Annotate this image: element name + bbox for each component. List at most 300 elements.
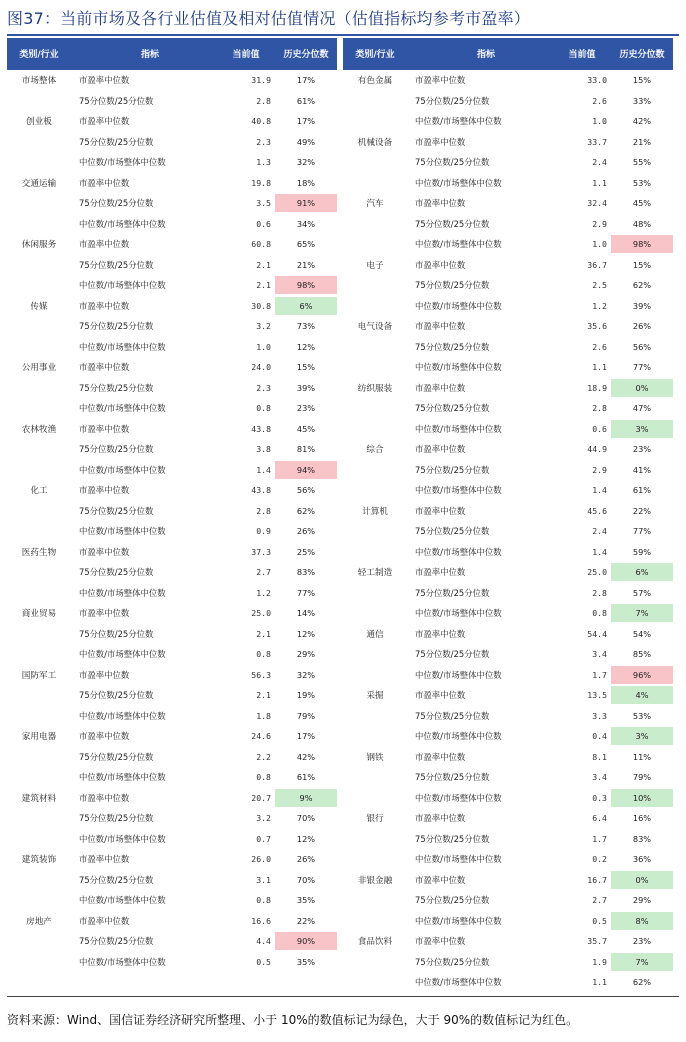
table-row	[343, 419, 673, 440]
metric-cell: 市盈率中位数	[415, 874, 466, 885]
table-row	[7, 665, 337, 686]
current-value-cell: 2.3	[256, 382, 271, 393]
current-value-cell: 0.8	[592, 608, 607, 619]
table-row	[343, 747, 673, 768]
source-note: 资料来源：Wind、国信证券经济研究所整理、小于 10%的数值标记为绿色，大于 90%的数值标记为红色。	[7, 1013, 579, 1027]
table-row	[7, 70, 337, 91]
percentile-cell: 73%	[296, 321, 316, 332]
percentile-cell: 35%	[296, 895, 316, 906]
table-row	[7, 214, 337, 235]
percentile-cell: 15%	[296, 362, 316, 373]
category-cell: 商业贸易	[21, 609, 57, 620]
metric-cell: 市盈率中位数	[79, 669, 130, 680]
metric-cell: 市盈率中位数	[415, 567, 466, 578]
current-value-cell: 45.6	[587, 505, 607, 516]
table-row	[343, 583, 673, 604]
current-value-cell: 25.0	[251, 608, 271, 619]
metric-cell: 中位数/市场整体中位数	[415, 485, 502, 496]
metric-cell: 市盈率中位数	[415, 198, 466, 209]
table-row	[343, 521, 673, 542]
current-value-cell: 2.7	[256, 567, 271, 578]
metric-cell: 中位数/市场整体中位数	[415, 177, 502, 188]
current-value-cell: 0.8	[256, 772, 271, 783]
metric-cell: 75分位数/25分位数	[79, 259, 154, 270]
current-value-cell: 0.5	[256, 956, 271, 967]
percentile-cell: 4%	[611, 686, 673, 704]
category-cell: 休闲服务	[21, 240, 57, 251]
percentile-cell: 48%	[632, 218, 652, 229]
percentile-cell: 11%	[632, 751, 652, 762]
percentile-cell: 18%	[296, 177, 316, 188]
current-value-cell: 54.4	[587, 628, 607, 639]
current-value-cell: 2.1	[256, 280, 271, 291]
metric-cell: 市盈率中位数	[415, 813, 466, 824]
metric-cell: 中位数/市场整体中位数	[415, 854, 502, 865]
footer-divider	[7, 996, 679, 997]
percentile-cell: 42%	[296, 751, 316, 762]
percentile-cell: 96%	[611, 666, 673, 684]
current-value-cell: 2.1	[256, 628, 271, 639]
category-cell: 交通运输	[21, 178, 57, 189]
metric-cell: 中位数/市场整体中位数	[79, 956, 166, 967]
metric-cell: 75分位数/25分位数	[79, 690, 154, 701]
percentile-cell: 79%	[632, 772, 652, 783]
current-value-cell: 2.9	[592, 218, 607, 229]
table-row	[343, 480, 673, 501]
table-row	[7, 583, 337, 604]
percentile-cell: 17%	[296, 75, 316, 86]
percentile-cell: 59%	[632, 546, 652, 557]
table-row	[343, 788, 673, 809]
table-row	[343, 501, 673, 522]
percentile-cell: 98%	[611, 235, 673, 253]
table-row	[7, 726, 337, 747]
percentile-cell: 19%	[296, 690, 316, 701]
percentile-cell: 39%	[632, 300, 652, 311]
percentile-cell: 29%	[296, 649, 316, 660]
percentile-cell: 0%	[611, 871, 673, 889]
percentile-cell: 23%	[632, 444, 652, 455]
percentile-cell: 29%	[632, 895, 652, 906]
percentile-cell: 62%	[632, 280, 652, 291]
metric-cell: 市盈率中位数	[79, 485, 130, 496]
metric-cell: 市盈率中位数	[79, 300, 130, 311]
metric-cell: 市盈率中位数	[415, 444, 466, 455]
table-row	[343, 542, 673, 563]
percentile-cell: 79%	[296, 710, 316, 721]
current-value-cell: 32.4	[587, 198, 607, 209]
table-row	[343, 890, 673, 911]
current-value-cell: 2.3	[256, 136, 271, 147]
metric-cell: 75分位数/25分位数	[415, 956, 490, 967]
table-header	[343, 38, 673, 70]
metric-cell: 75分位数/25分位数	[79, 505, 154, 516]
metric-cell: 75分位数/25分位数	[79, 198, 154, 209]
metric-cell: 中位数/市场整体中位数	[415, 669, 502, 680]
current-value-cell: 2.8	[592, 403, 607, 414]
table-row	[7, 234, 337, 255]
current-value-cell: 0.9	[256, 526, 271, 537]
metric-cell: 75分位数/25分位数	[415, 710, 490, 721]
table-row	[343, 952, 673, 973]
metric-cell: 市盈率中位数	[79, 423, 130, 434]
current-value-cell: 2.7	[592, 895, 607, 906]
metric-cell: 市盈率中位数	[79, 546, 130, 557]
percentile-cell: 25%	[296, 546, 316, 557]
table-row	[343, 849, 673, 870]
table-row	[7, 685, 337, 706]
header-percentile: 历史分位数	[283, 49, 329, 60]
current-value-cell: 43.8	[251, 423, 271, 434]
current-value-cell: 6.4	[592, 813, 607, 824]
metric-cell: 市盈率中位数	[415, 690, 466, 701]
metric-cell: 中位数/市场整体中位数	[79, 403, 166, 414]
header-current: 当前值	[232, 49, 260, 60]
table-row	[7, 542, 337, 563]
current-value-cell: 0.3	[592, 792, 607, 803]
metric-cell: 75分位数/25分位数	[79, 567, 154, 578]
metric-cell: 市盈率中位数	[79, 854, 130, 865]
percentile-cell: 34%	[296, 218, 316, 229]
category-cell: 通信	[366, 629, 384, 640]
table-row	[7, 91, 337, 112]
percentile-cell: 3%	[611, 727, 673, 745]
percentile-cell: 41%	[632, 464, 652, 475]
percentile-cell: 77%	[296, 587, 316, 598]
metric-cell: 75分位数/25分位数	[415, 649, 490, 660]
metric-cell: 75分位数/25分位数	[79, 321, 154, 332]
category-cell: 有色金属	[357, 76, 393, 87]
metric-cell: 市盈率中位数	[415, 136, 466, 147]
percentile-cell: 15%	[632, 75, 652, 86]
metric-cell: 市盈率中位数	[79, 362, 130, 373]
current-value-cell: 30.8	[251, 300, 271, 311]
percentile-cell: 17%	[296, 731, 316, 742]
metric-cell: 市盈率中位数	[79, 915, 130, 926]
table-row	[343, 972, 673, 993]
current-value-cell: 1.7	[592, 833, 607, 844]
metric-cell: 75分位数/25分位数	[415, 280, 490, 291]
percentile-cell: 9%	[275, 789, 337, 807]
percentile-cell: 21%	[632, 136, 652, 147]
metric-cell: 中位数/市场整体中位数	[79, 833, 166, 844]
table-row	[7, 337, 337, 358]
metric-cell: 市盈率中位数	[79, 116, 130, 127]
metric-cell: 中位数/市场整体中位数	[79, 895, 166, 906]
current-value-cell: 1.9	[592, 956, 607, 967]
right-table	[343, 38, 673, 993]
table-row	[7, 521, 337, 542]
table-row	[7, 111, 337, 132]
table-row	[7, 398, 337, 419]
percentile-cell: 12%	[296, 341, 316, 352]
percentile-cell: 14%	[296, 608, 316, 619]
metric-cell: 75分位数/25分位数	[415, 772, 490, 783]
metric-cell: 市盈率中位数	[415, 259, 466, 270]
table-row	[7, 808, 337, 829]
percentile-cell: 45%	[296, 423, 316, 434]
current-value-cell: 33.7	[587, 136, 607, 147]
percentile-cell: 98%	[275, 276, 337, 294]
left-table	[7, 38, 337, 972]
current-value-cell: 16.7	[587, 874, 607, 885]
metric-cell: 中位数/市场整体中位数	[79, 649, 166, 660]
percentile-cell: 23%	[632, 936, 652, 947]
percentile-cell: 12%	[296, 833, 316, 844]
table-row	[343, 624, 673, 645]
metric-cell: 市盈率中位数	[415, 936, 466, 947]
percentile-cell: 42%	[632, 116, 652, 127]
table-row	[7, 255, 337, 276]
metric-cell: 中位数/市场整体中位数	[415, 116, 502, 127]
metric-cell: 75分位数/25分位数	[79, 874, 154, 885]
current-value-cell: 2.1	[256, 690, 271, 701]
current-value-cell: 2.9	[592, 464, 607, 475]
table-row	[343, 767, 673, 788]
table-row	[343, 398, 673, 419]
table-row	[343, 296, 673, 317]
metric-cell: 市盈率中位数	[415, 75, 466, 86]
current-value-cell: 3.3	[592, 710, 607, 721]
table-row	[7, 911, 337, 932]
percentile-cell: 33%	[632, 95, 652, 106]
percentile-cell: 3%	[611, 420, 673, 438]
percentile-cell: 77%	[632, 526, 652, 537]
current-value-cell: 0.6	[256, 218, 271, 229]
percentile-cell: 17%	[296, 116, 316, 127]
current-value-cell: 56.3	[251, 669, 271, 680]
table-row	[7, 747, 337, 768]
current-value-cell: 3.2	[256, 813, 271, 824]
metric-cell: 市盈率中位数	[415, 628, 466, 639]
current-value-cell: 2.8	[256, 505, 271, 516]
table-row	[7, 296, 337, 317]
table-row	[343, 378, 673, 399]
current-value-cell: 0.5	[592, 915, 607, 926]
metric-cell: 75分位数/25分位数	[415, 218, 490, 229]
category-cell: 采掘	[366, 691, 384, 702]
current-value-cell: 25.0	[587, 567, 607, 578]
category-cell: 钢铁	[366, 752, 384, 763]
table-row	[7, 378, 337, 399]
current-value-cell: 16.6	[251, 915, 271, 926]
current-value-cell: 2.2	[256, 751, 271, 762]
percentile-cell: 22%	[296, 915, 316, 926]
current-value-cell: 1.3	[256, 157, 271, 168]
percentile-cell: 8%	[611, 912, 673, 930]
metric-cell: 中位数/市场整体中位数	[415, 362, 502, 373]
metric-cell: 75分位数/25分位数	[79, 444, 154, 455]
current-value-cell: 1.2	[256, 587, 271, 598]
metric-cell: 中位数/市场整体中位数	[415, 608, 502, 619]
table-row	[343, 91, 673, 112]
category-cell: 建筑装饰	[21, 855, 57, 866]
category-cell: 市场整体	[21, 76, 57, 87]
metric-cell: 75分位数/25分位数	[79, 813, 154, 824]
header-current: 当前值	[568, 49, 596, 60]
percentile-cell: 56%	[632, 341, 652, 352]
table-row	[7, 419, 337, 440]
table-row	[7, 644, 337, 665]
table-row	[7, 193, 337, 214]
category-cell: 食品饮料	[357, 937, 393, 948]
table-row	[7, 316, 337, 337]
category-cell: 医药生物	[21, 547, 57, 558]
current-value-cell: 36.7	[587, 259, 607, 270]
metric-cell: 中位数/市场整体中位数	[79, 772, 166, 783]
current-value-cell: 3.5	[256, 198, 271, 209]
metric-cell: 75分位数/25分位数	[415, 895, 490, 906]
metric-cell: 75分位数/25分位数	[415, 157, 490, 168]
percentile-cell: 61%	[296, 772, 316, 783]
category-cell: 非银金融	[357, 875, 393, 886]
current-value-cell: 2.6	[592, 95, 607, 106]
percentile-cell: 91%	[275, 194, 337, 212]
page-title: 图37：当前市场及各行业估值及相对估值情况（估值指标均参考市盈率）	[7, 9, 530, 28]
category-cell: 银行	[366, 814, 384, 825]
header-metric: 指标	[140, 49, 159, 60]
metric-cell: 中位数/市场整体中位数	[415, 977, 502, 988]
table-row	[343, 644, 673, 665]
table-row	[343, 173, 673, 194]
category-cell: 公用事业	[21, 363, 57, 374]
percentile-cell: 7%	[611, 604, 673, 622]
percentile-cell: 35%	[296, 956, 316, 967]
current-value-cell: 2.5	[592, 280, 607, 291]
current-value-cell: 1.7	[592, 669, 607, 680]
percentile-cell: 61%	[632, 485, 652, 496]
metric-cell: 市盈率中位数	[79, 177, 130, 188]
table-row	[343, 111, 673, 132]
table-row	[7, 173, 337, 194]
metric-cell: 75分位数/25分位数	[415, 587, 490, 598]
table-row	[343, 685, 673, 706]
current-value-cell: 3.1	[256, 874, 271, 885]
table-row	[343, 562, 673, 583]
current-value-cell: 24.6	[251, 731, 271, 742]
table-row	[7, 357, 337, 378]
percentile-cell: 36%	[632, 854, 652, 865]
table-row	[7, 952, 337, 973]
left-table-body	[7, 70, 337, 972]
metric-cell: 市盈率中位数	[415, 321, 466, 332]
percentile-cell: 53%	[632, 710, 652, 721]
table-row	[7, 439, 337, 460]
percentile-cell: 22%	[632, 505, 652, 516]
current-value-cell: 19.8	[251, 177, 271, 188]
category-cell: 机械设备	[357, 137, 393, 148]
metric-cell: 市盈率中位数	[79, 792, 130, 803]
percentile-cell: 15%	[632, 259, 652, 270]
header-metric: 指标	[476, 49, 495, 60]
percentile-cell: 26%	[296, 526, 316, 537]
current-value-cell: 0.8	[256, 649, 271, 660]
table-row	[343, 70, 673, 91]
percentile-cell: 54%	[632, 628, 652, 639]
percentile-cell: 94%	[275, 461, 337, 479]
category-cell: 轻工制造	[357, 568, 393, 579]
percentile-cell: 21%	[296, 259, 316, 270]
table-row	[7, 275, 337, 296]
percentile-cell: 61%	[296, 95, 316, 106]
percentile-cell: 12%	[296, 628, 316, 639]
percentile-cell: 85%	[632, 649, 652, 660]
metric-cell: 中位数/市场整体中位数	[79, 218, 166, 229]
metric-cell: 中位数/市场整体中位数	[79, 464, 166, 475]
current-value-cell: 0.7	[256, 833, 271, 844]
metric-cell: 75分位数/25分位数	[415, 526, 490, 537]
current-value-cell: 3.4	[592, 772, 607, 783]
table-row	[343, 357, 673, 378]
current-value-cell: 44.9	[587, 444, 607, 455]
table-row	[7, 603, 337, 624]
table-row	[343, 214, 673, 235]
current-value-cell: 1.1	[592, 977, 607, 988]
category-cell: 电子	[366, 260, 384, 271]
metric-cell: 中位数/市场整体中位数	[79, 710, 166, 721]
percentile-cell: 0%	[611, 379, 673, 397]
table-row	[7, 501, 337, 522]
current-value-cell: 35.6	[587, 321, 607, 332]
percentile-cell: 39%	[296, 382, 316, 393]
table-row	[7, 460, 337, 481]
metric-cell: 中位数/市场整体中位数	[79, 341, 166, 352]
metric-cell: 市盈率中位数	[79, 608, 130, 619]
table-row	[343, 726, 673, 747]
current-value-cell: 1.0	[256, 341, 271, 352]
current-value-cell: 1.4	[256, 464, 271, 475]
table-row	[343, 439, 673, 460]
table-row	[343, 808, 673, 829]
percentile-cell: 83%	[296, 567, 316, 578]
current-value-cell: 2.1	[256, 259, 271, 270]
metric-cell: 中位数/市场整体中位数	[79, 157, 166, 168]
current-value-cell: 33.0	[587, 75, 607, 86]
percentile-cell: 16%	[632, 813, 652, 824]
percentile-cell: 56%	[296, 485, 316, 496]
metric-cell: 中位数/市场整体中位数	[79, 587, 166, 598]
metric-cell: 中位数/市场整体中位数	[415, 915, 502, 926]
metric-cell: 中位数/市场整体中位数	[79, 280, 166, 291]
metric-cell: 中位数/市场整体中位数	[415, 239, 502, 250]
right-table-body	[343, 70, 673, 993]
category-cell: 创业板	[26, 117, 52, 128]
table-row	[343, 931, 673, 952]
table-row	[343, 275, 673, 296]
current-value-cell: 3.2	[256, 321, 271, 332]
metric-cell: 市盈率中位数	[415, 505, 466, 516]
metric-cell: 中位数/市场整体中位数	[415, 792, 502, 803]
percentile-cell: 32%	[296, 157, 316, 168]
percentile-cell: 47%	[632, 403, 652, 414]
current-value-cell: 0.2	[592, 854, 607, 865]
percentile-cell: 7%	[611, 953, 673, 971]
metric-cell: 75分位数/25分位数	[79, 751, 154, 762]
table-row	[7, 890, 337, 911]
category-cell: 建筑材料	[21, 793, 57, 804]
category-cell: 电气设备	[357, 322, 393, 333]
table-row	[343, 706, 673, 727]
category-cell: 农林牧渔	[21, 424, 57, 435]
metric-cell: 市盈率中位数	[415, 382, 466, 393]
metric-cell: 75分位数/25分位数	[79, 382, 154, 393]
current-value-cell: 1.0	[592, 239, 607, 250]
percentile-cell: 65%	[296, 239, 316, 250]
table-row	[7, 870, 337, 891]
current-value-cell: 1.8	[256, 710, 271, 721]
metric-cell: 75分位数/25分位数	[79, 628, 154, 639]
current-value-cell: 43.8	[251, 485, 271, 496]
